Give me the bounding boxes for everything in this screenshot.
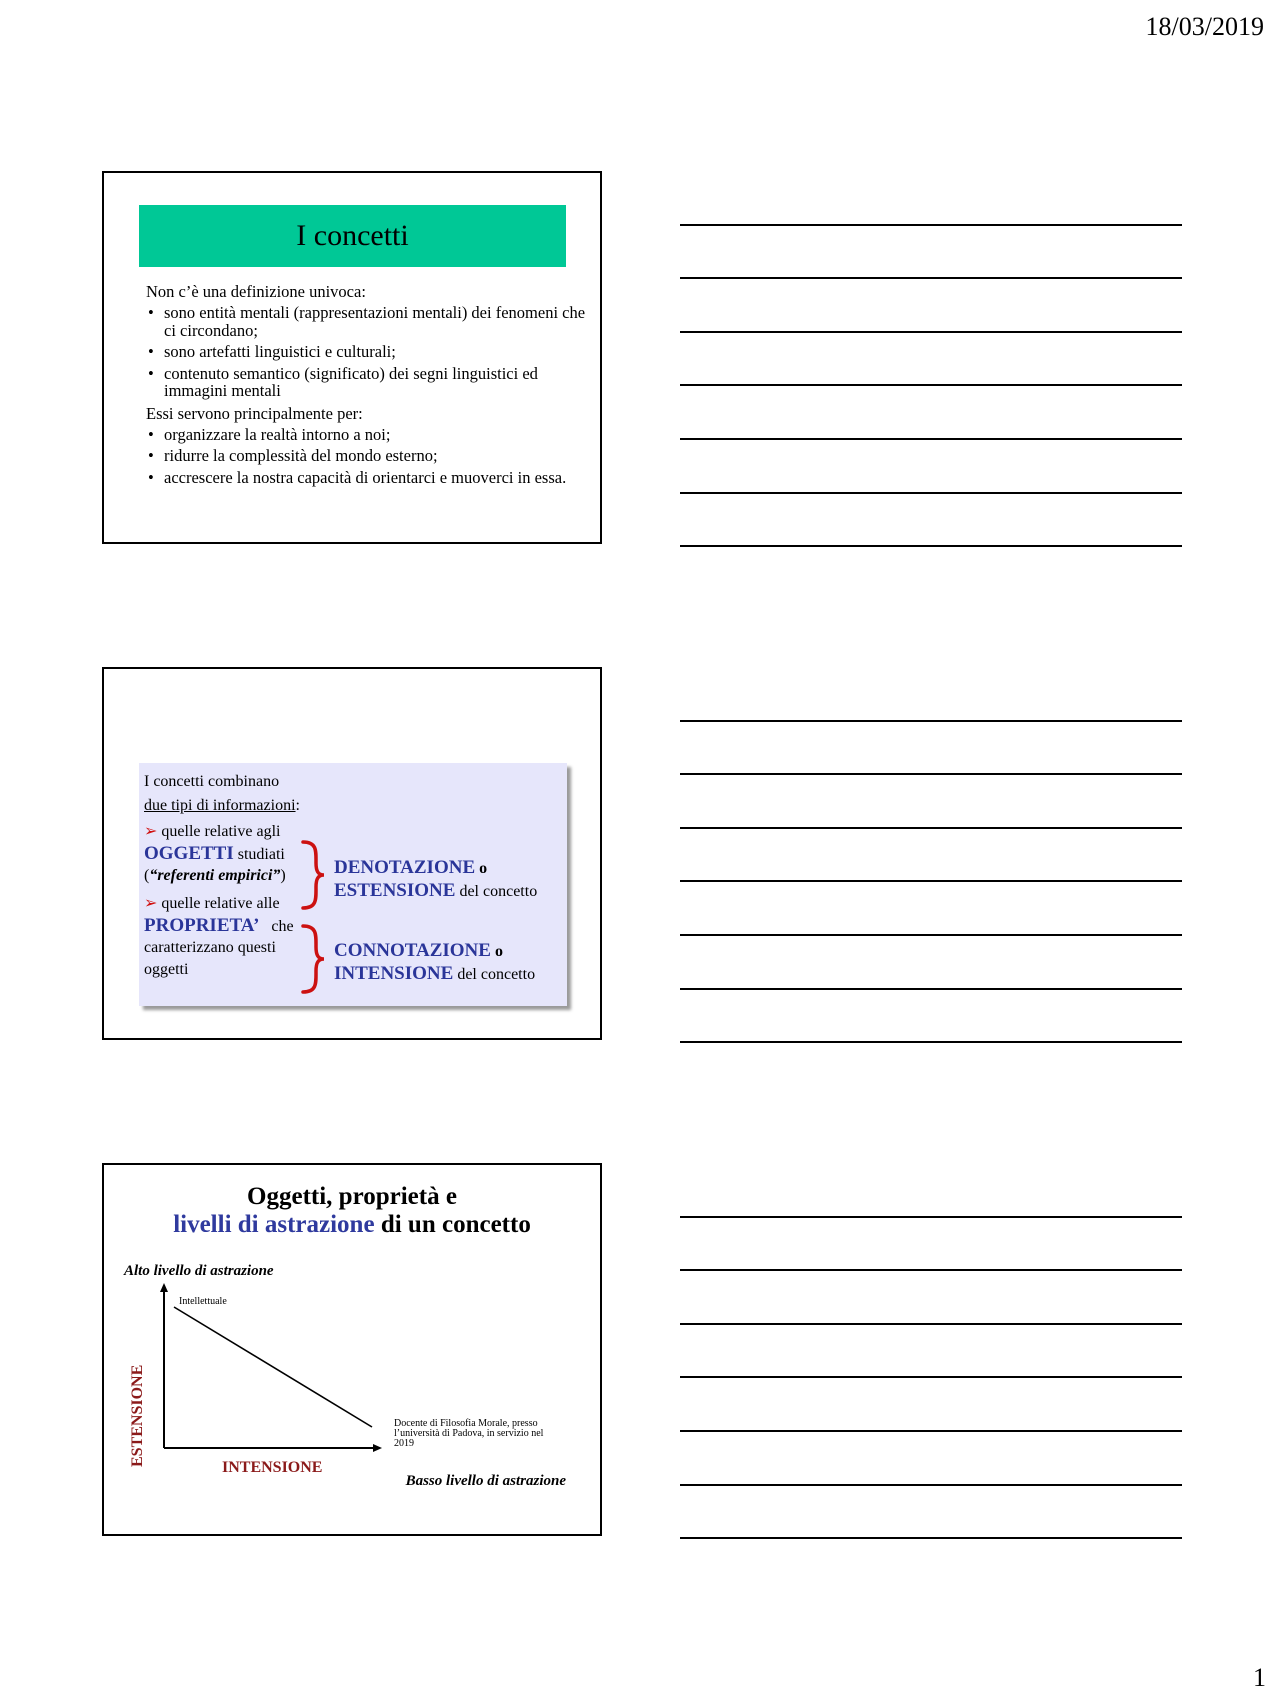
note-line xyxy=(680,1323,1182,1325)
note-line xyxy=(680,492,1182,494)
note-line xyxy=(680,277,1182,279)
note-line xyxy=(680,1376,1182,1378)
note-line xyxy=(680,224,1182,226)
box-line-1: I concetti combinano xyxy=(144,773,280,790)
x-axis-arrow-icon xyxy=(373,1444,382,1452)
note-line xyxy=(680,384,1182,386)
denotation-label: DENOTAZIONE o xyxy=(334,857,488,878)
slide-1-title: I concetti xyxy=(139,205,566,267)
note-line xyxy=(680,880,1182,882)
abstraction-line xyxy=(174,1307,372,1427)
note-line xyxy=(680,988,1182,990)
slide-1-body xyxy=(146,282,586,490)
list-item: • organizzare la realtà intorno a noi; xyxy=(146,426,586,444)
note-line xyxy=(680,1430,1182,1432)
curly-brace-icon xyxy=(299,839,327,911)
low-abstraction-label: Basso livello di astrazione xyxy=(405,1473,566,1489)
x-axis-label: INTENSIONE xyxy=(222,1459,323,1476)
arrow-icon: ➢ xyxy=(144,823,158,840)
slide-2 xyxy=(102,667,602,1040)
note-line xyxy=(680,1269,1182,1271)
arrow-icon: ➢ xyxy=(144,895,158,912)
note-line xyxy=(680,720,1182,722)
slide-3-title: Oggetti, proprietà e livelli di astrazione di un concetto xyxy=(173,1183,531,1238)
note-line xyxy=(680,1216,1182,1218)
page-date: 18/03/2019 xyxy=(1145,12,1264,41)
note-line xyxy=(680,1537,1182,1539)
slide-3 xyxy=(102,1163,602,1536)
item-2-line-3: caratterizzano questi xyxy=(144,939,276,956)
box-line-2: due tipi di informazioni: xyxy=(144,797,300,814)
note-line xyxy=(680,773,1182,775)
item-1-line-3: (“referenti empirici”) xyxy=(144,867,286,884)
note-line xyxy=(680,438,1182,440)
list-item: • ridurre la complessità del mondo esterno; xyxy=(146,447,586,465)
y-axis-label: ESTENSIONE xyxy=(129,1364,146,1467)
point-top-label: Intellettuale xyxy=(179,1296,227,1307)
note-line xyxy=(680,934,1182,936)
point-bottom-label: Docente di Filosofia Morale, presso l’università di Padova, in servizio nel 2019 xyxy=(394,1418,544,1449)
connotation-label: CONNOTAZIONE o xyxy=(334,940,503,961)
note-line xyxy=(680,1041,1182,1043)
curly-brace-icon xyxy=(299,923,327,995)
note-line xyxy=(680,1484,1182,1486)
concept-info-box xyxy=(139,763,567,1006)
slide-1 xyxy=(102,171,602,544)
item-2-line-1: ➢ quelle relative alle xyxy=(144,895,280,912)
list-item: • accrescere la nostra capacità di orientarci e muoverci in essa. xyxy=(146,469,586,487)
list-item: • sono artefatti linguistici e culturali; xyxy=(146,343,586,361)
item-2-line-2: PROPRIETA’ che xyxy=(144,915,294,936)
y-axis-arrow-icon xyxy=(160,1283,168,1292)
list-item: • contenuto semantico (significato) dei segni linguistici ed immagini mentali xyxy=(146,365,586,400)
extension-label: ESTENSIONE del concetto xyxy=(334,880,538,901)
list-item: • sono entità mentali (rappresentazioni mentali) dei fenomeni che ci circondano; xyxy=(146,304,586,339)
note-line xyxy=(680,827,1182,829)
high-abstraction-label: Alto livello di astrazione xyxy=(124,1263,274,1279)
item-1-line-1: ➢ quelle relative agli xyxy=(144,823,281,840)
note-line xyxy=(680,331,1182,333)
slide-1-bullet-list-b xyxy=(146,426,586,487)
item-2-line-4: oggetti xyxy=(144,961,189,978)
page-number: 1 xyxy=(1253,1663,1266,1692)
slide-1-intro-2: Essi servono principalmente per: xyxy=(146,403,363,423)
slide-1-intro: Non c’è una definizione univoca: xyxy=(146,282,366,301)
intension-label: INTENSIONE del concetto xyxy=(334,963,536,984)
slide-1-bullet-list-a xyxy=(146,304,586,400)
note-line xyxy=(680,545,1182,547)
item-1-line-2: OGGETTI studiati xyxy=(144,843,285,864)
